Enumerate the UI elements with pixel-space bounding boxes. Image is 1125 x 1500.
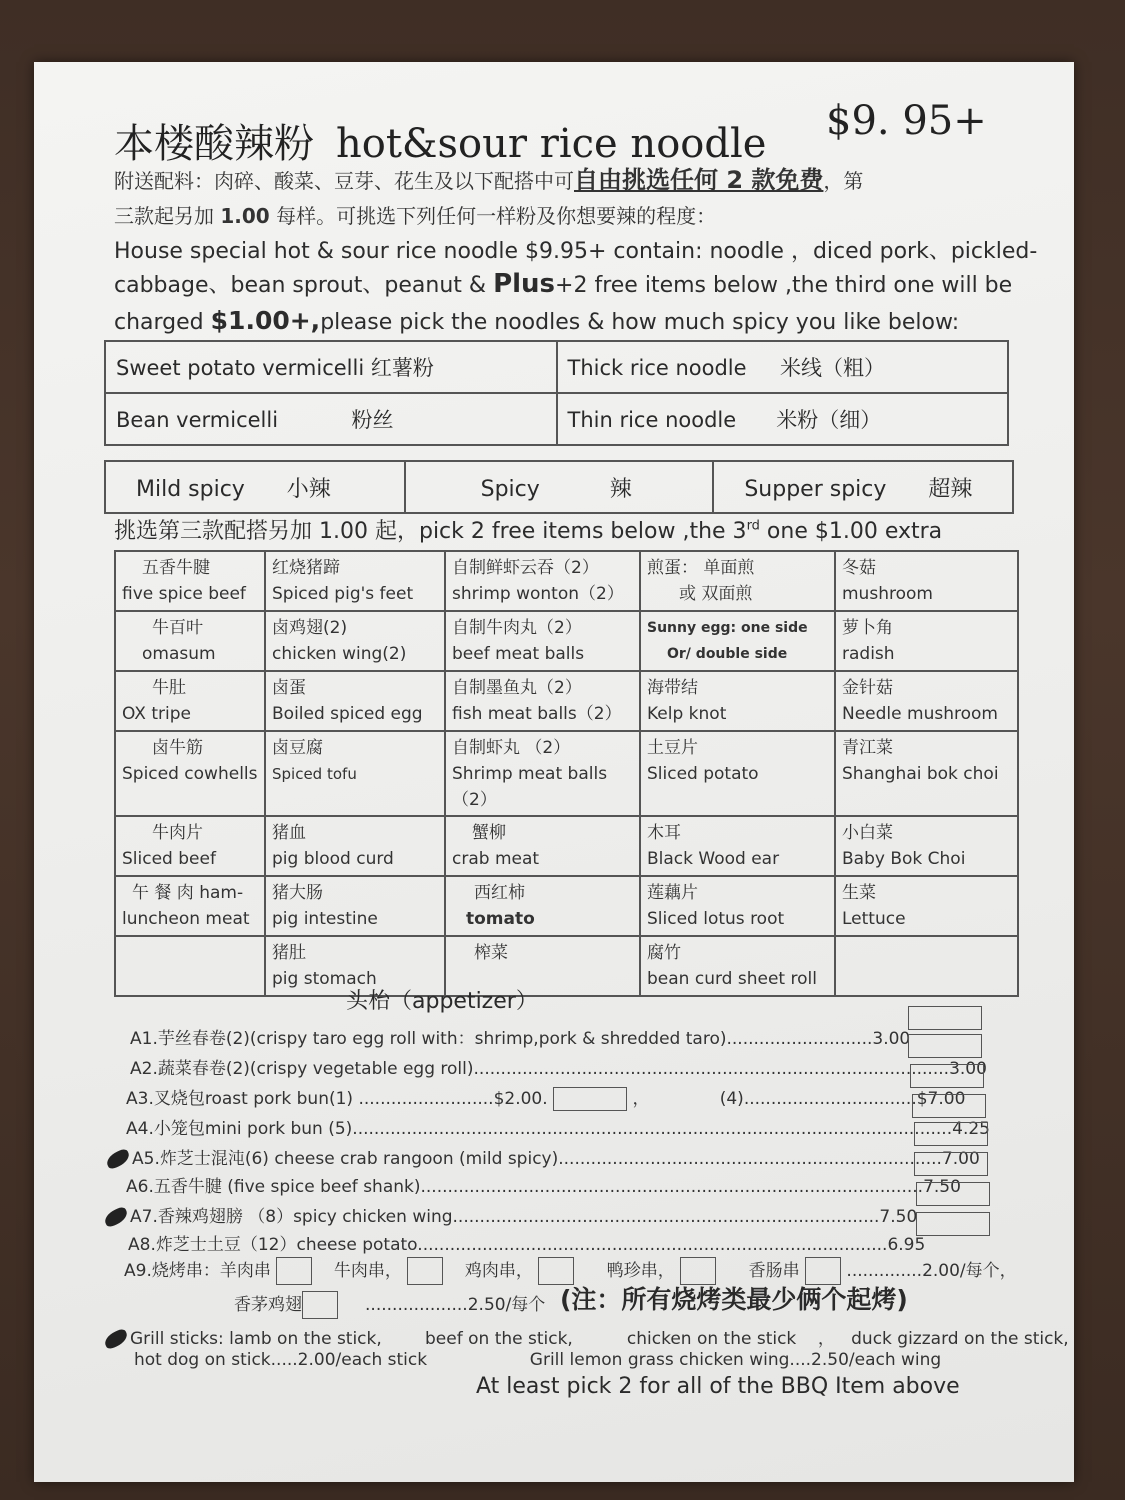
item-en: Spiced tofu <box>272 765 357 783</box>
bbq-chicken: 鸡肉串， <box>464 1261 533 1281</box>
intro-en-line2 <box>114 268 1012 299</box>
item-en: Shrimp meat balls（2） <box>452 764 608 810</box>
pick-line-cn: 挑选第三款配搭另加 1.00 起， <box>114 519 419 544</box>
item-cn: 生菜 <box>842 883 876 903</box>
chili-pepper-icon <box>104 1148 132 1171</box>
noodle-cn: 米粉（细） <box>776 408 882 432</box>
item-cell[interactable] <box>115 671 265 731</box>
item-cell[interactable] <box>445 731 640 816</box>
order-box[interactable] <box>912 1094 986 1118</box>
order-box[interactable] <box>916 1212 990 1236</box>
appetizer-a1 <box>130 1024 910 1049</box>
intro-cn-tail: ，第 <box>823 169 864 193</box>
item-en: Needle mushroom <box>842 704 998 724</box>
pick-line-sup: rd <box>746 518 760 534</box>
order-box[interactable] <box>302 1291 338 1319</box>
spicy-option[interactable] <box>105 461 405 513</box>
item-cell[interactable] <box>835 611 1018 671</box>
appetizer-dots: ............................................................................... <box>452 1207 880 1227</box>
item-cell[interactable] <box>835 671 1018 731</box>
item-en: pig intestine <box>272 909 378 929</box>
intro-cn2-a: 三款起另加 <box>114 204 214 228</box>
order-box[interactable] <box>407 1257 443 1285</box>
appetizer-a3 <box>126 1084 965 1111</box>
item-cn: 卤豆腐 <box>272 738 323 758</box>
item-cn: 午 餐 肉 ham- <box>132 883 244 903</box>
appetizer-a7 <box>104 1202 917 1227</box>
item-cell[interactable] <box>265 671 445 731</box>
title-cn: 本楼酸辣粉 <box>114 121 314 167</box>
intro-plus: Plus <box>493 269 556 299</box>
item-cell[interactable] <box>640 936 835 996</box>
appetizer-price: 3.00 <box>949 1059 987 1079</box>
item-cell[interactable] <box>265 551 445 611</box>
item-cn: 牛肚 <box>152 678 186 698</box>
item-cn: 腐竹 <box>647 943 681 963</box>
table-row <box>115 936 1018 996</box>
appetizer-price: 2.00/每个， <box>922 1261 1017 1281</box>
spicy-en: Spicy <box>480 476 540 502</box>
item-en: Boiled spiced egg <box>272 704 423 724</box>
item-cell[interactable] <box>640 551 835 611</box>
noodle-en: Bean vermicelli <box>116 408 279 432</box>
order-box[interactable] <box>553 1087 627 1111</box>
spicy-option[interactable] <box>713 461 1013 513</box>
appetizer-comma: ， <box>632 1089 650 1109</box>
bbq-gizzard: 鸭珍串， <box>606 1261 675 1281</box>
item-cn: 自制虾丸 （2） <box>452 738 571 758</box>
item-cell[interactable] <box>115 936 265 996</box>
table-row <box>115 816 1018 876</box>
item-cn: 萝卜角 <box>842 618 893 638</box>
item-en: Baby Bok Choi <box>842 849 966 869</box>
item-en: crab meat <box>452 849 540 869</box>
item-cn: 煎蛋： 单面煎 <box>647 558 755 578</box>
item-cn: 自制墨鱼丸（2） <box>452 678 582 698</box>
item-cell[interactable] <box>115 816 265 876</box>
grill-gizzard: duck gizzard on the stick, <box>851 1329 1069 1349</box>
grill-hotdog: hot dog on stick.....2.00/each stick <box>134 1350 428 1370</box>
noodle-option[interactable] <box>557 341 1009 393</box>
appetizer-price: 7.00 <box>941 1149 980 1169</box>
grill-beef: beef on the stick, <box>425 1329 573 1349</box>
appetizer-label: A1.芋丝春卷(2)(crispy taro egg roll with：shrimp,pork & shredded taro) <box>130 1029 727 1049</box>
item-cell[interactable] <box>835 936 1018 996</box>
item-cn: 西红柿 <box>474 883 525 903</box>
order-box[interactable] <box>914 1152 988 1176</box>
item-cell[interactable] <box>445 816 640 876</box>
item-en: pig stomach <box>272 969 377 989</box>
item-en: shrimp wonton（2） <box>452 584 624 604</box>
item-cn: 自制牛肉丸（2） <box>452 618 582 638</box>
item-cell[interactable] <box>445 611 640 671</box>
item-cell[interactable] <box>640 611 835 671</box>
appetizer-label: A3.叉烧包roast pork bun(1) <box>126 1089 354 1109</box>
appetizer-price: 7.50 <box>923 1177 961 1197</box>
item-cell[interactable] <box>835 551 1018 611</box>
title-price: $9. 95+ <box>826 98 987 144</box>
appetizer-price: 7.50 <box>879 1207 918 1227</box>
intro-cn-highlight: 自由挑选任何 2 款免费 <box>574 166 824 194</box>
appetizer-price: $2.00. <box>493 1089 548 1109</box>
item-en: Or/ double side <box>667 646 788 662</box>
table-row <box>115 876 1018 936</box>
item-cn: 青江菜 <box>842 738 893 758</box>
item-cn: 牛肉片 <box>152 823 203 843</box>
item-en: pig blood curd <box>272 849 394 869</box>
intro-extra-charge: $1.00+, <box>210 306 321 335</box>
appetizer-dots: ............................................................................................................... <box>352 1119 953 1139</box>
appetizer-a9-wing <box>234 1290 545 1319</box>
intro-en3-a: charged <box>114 310 204 335</box>
noodle-en: Thick rice noodle <box>567 356 747 380</box>
appetizer-price: 6.95 <box>887 1235 926 1255</box>
appetizer-label: A5.炸芝士混沌(6) cheese crab rangoon (mild spicy) <box>132 1149 559 1169</box>
bbq-note-en: At least pick 2 for all of the BBQ Item above <box>476 1374 960 1399</box>
intro-en-line1: House special hot & sour rice noodle $9.95+ contain: noodle ，diced pork、pickled- <box>114 239 1038 264</box>
item-en: OX tripe <box>122 704 191 724</box>
bbq-lemongrass: 香茅鸡翅 <box>234 1295 302 1315</box>
item-cell[interactable] <box>835 876 1018 936</box>
appetizer-label: A4.小笼包mini pork bun (5) <box>126 1119 353 1139</box>
item-cell[interactable] <box>265 731 445 816</box>
appetizer-heading: 头枱（appetizer） <box>346 989 538 1014</box>
noodle-option[interactable] <box>105 341 557 393</box>
item-cn: 猪肚 <box>272 943 306 963</box>
intro-cn2-price: 1.00 <box>220 204 270 228</box>
item-cell[interactable] <box>445 876 640 936</box>
order-box[interactable] <box>908 1034 982 1058</box>
item-cn: 牛百叶 <box>152 618 203 638</box>
item-cn: 红烧猪蹄 <box>272 558 340 578</box>
noodle-cn: 红薯粉 <box>370 356 434 380</box>
grill-comma: ， <box>817 1329 835 1349</box>
item-en: fish meat balls（2） <box>452 704 622 724</box>
item-cn: 五香牛腱 <box>142 558 210 578</box>
pick-line <box>114 514 942 545</box>
appetizer-dots: ........................... <box>726 1029 873 1049</box>
appetizer-dots: ............................................................................................. <box>420 1177 924 1197</box>
bbq-beef: 牛肉串， <box>333 1261 402 1281</box>
appetizer-label: A8.炸芝士土豆（12）cheese potato <box>128 1235 418 1255</box>
item-en: bean curd sheet roll <box>647 969 817 989</box>
noodle-cn: 米线（粗） <box>779 356 885 380</box>
item-cn: 卤鸡翅(2) <box>272 618 348 638</box>
item-cell[interactable] <box>445 551 640 611</box>
intro-cn-line1 <box>114 160 863 195</box>
appetizer-label: A9.烧烤串：羊肉串 <box>124 1261 271 1281</box>
order-box[interactable] <box>910 1064 984 1088</box>
appetizer-price: $7.00 <box>916 1089 966 1109</box>
appetizer-label: A7.香辣鸡翅膀 （8）spicy chicken wing <box>130 1207 453 1227</box>
spicy-table <box>104 460 1014 514</box>
intro-en2-c: +2 free items below ,the third one will be <box>555 273 1013 298</box>
bbq-note-cn: (注：所有烧烤类最少俩个起烤) <box>560 1285 908 1314</box>
appetizer-label: A2.蔬菜春卷(2)(crispy vegetable egg roll) <box>130 1059 474 1079</box>
grill-lemongrass: Grill lemon grass chicken wing....2.50/each wing <box>529 1350 942 1370</box>
item-cn: 蟹柳 <box>472 823 506 843</box>
intro-en2-a: cabbage、bean sprout、peanut & <box>114 273 487 298</box>
appetizer-dots: ................... <box>365 1295 468 1315</box>
table-row <box>115 731 1018 816</box>
item-en: Black Wood ear <box>647 849 780 869</box>
appetizer-dots: ....................................................................................... <box>417 1235 888 1255</box>
noodle-en: Sweet potato vermicelli <box>116 356 365 380</box>
spicy-cn: 辣 <box>609 476 632 502</box>
spicy-option[interactable] <box>405 461 714 513</box>
item-cell[interactable] <box>265 611 445 671</box>
chili-pepper-icon <box>102 1206 130 1229</box>
item-en: five spice beef <box>122 584 246 604</box>
item-cn: 冬菇 <box>842 558 876 578</box>
title-en: hot&sour rice noodle <box>336 121 767 167</box>
order-box[interactable] <box>908 1006 982 1030</box>
item-en: luncheon meat <box>122 909 250 929</box>
item-cell[interactable] <box>640 671 835 731</box>
menu-sheet <box>34 62 1074 1482</box>
noodle-table <box>104 340 1009 446</box>
appetizer-dots: ................................ <box>743 1089 917 1109</box>
item-cn: 猪大肠 <box>272 883 323 903</box>
grill-line1 <box>104 1324 1069 1349</box>
grill-chicken: chicken on the stick <box>626 1329 797 1349</box>
item-cell[interactable] <box>265 816 445 876</box>
item-en: radish <box>842 644 895 664</box>
item-en: Sliced beef <box>122 849 216 869</box>
item-en: mushroom <box>842 584 933 604</box>
item-en: Kelp knot <box>647 704 727 724</box>
appetizer-a2 <box>130 1054 987 1079</box>
spicy-cn: 超辣 <box>928 476 973 502</box>
item-cell[interactable] <box>115 611 265 671</box>
intro-en-line3 <box>114 306 959 335</box>
item-cell[interactable] <box>265 876 445 936</box>
appetizer-price: 2.50/每个 <box>467 1295 546 1315</box>
item-cn: Sunny egg: one side <box>647 620 808 636</box>
item-en: beef meat balls <box>452 644 585 664</box>
intro-cn-line2 <box>114 200 716 229</box>
appetizer-a6 <box>126 1172 961 1197</box>
item-en: Lettuce <box>842 909 906 929</box>
item-cn: 土豆片 <box>647 738 698 758</box>
item-en: Sliced lotus root <box>647 909 785 929</box>
appetizer-price: 3.00 <box>872 1029 911 1049</box>
appetizer-price: 4.25 <box>952 1119 990 1139</box>
appetizer-a8 <box>128 1230 925 1255</box>
appetizer-a4 <box>126 1114 990 1139</box>
noodle-option[interactable] <box>557 393 1009 445</box>
order-box[interactable] <box>276 1257 312 1285</box>
item-en: Spiced cowhells <box>122 764 258 784</box>
appetizer-dots: ....................................................................... <box>558 1149 942 1169</box>
item-cn: 卤牛筋 <box>152 738 203 758</box>
item-cn: 海带结 <box>647 678 698 698</box>
item-cell[interactable] <box>640 731 835 816</box>
spicy-cn: 小辣 <box>286 476 331 502</box>
noodle-en: Thin rice noodle <box>567 408 737 432</box>
item-en: Spiced pig's feet <box>272 584 414 604</box>
table-row <box>115 611 1018 671</box>
grill-line2 <box>134 1350 941 1370</box>
item-en: Shanghai bok choi <box>842 764 999 784</box>
item-cell[interactable] <box>445 671 640 731</box>
noodle-option[interactable] <box>105 393 557 445</box>
item-cell[interactable] <box>835 816 1018 876</box>
item-en: tomato <box>466 909 535 929</box>
item-cell[interactable] <box>115 731 265 816</box>
intro-cn-text: 附送配料：肉碎、酸菜、豆芽、花生及以下配搭中可 <box>114 169 574 193</box>
item-cn: 莲藕片 <box>647 883 698 903</box>
chili-pepper-icon <box>102 1328 130 1351</box>
appetizer-dots: ........................................................................................ <box>473 1059 950 1079</box>
spicy-en: Supper spicy <box>744 476 887 502</box>
item-cn: 猪血 <box>272 823 306 843</box>
intro-en3-c: please pick the noodles & how much spicy you like below: <box>320 310 960 335</box>
table-row <box>115 671 1018 731</box>
appetizer-dots: .............. <box>846 1261 923 1281</box>
appetizer-qty: (4) <box>719 1089 744 1109</box>
appetizer-a5 <box>106 1144 980 1169</box>
item-cell[interactable] <box>640 876 835 936</box>
item-cell[interactable] <box>115 876 265 936</box>
order-box[interactable] <box>916 1182 990 1206</box>
items-table <box>114 550 1019 997</box>
item-cn: 榨菜 <box>474 943 508 963</box>
item-en: chicken wing(2) <box>272 644 407 664</box>
item-cell[interactable] <box>115 551 265 611</box>
appetizer-dots: ......................... <box>358 1089 494 1109</box>
spicy-en: Mild spicy <box>136 476 245 502</box>
order-box[interactable] <box>914 1122 988 1146</box>
item-en: 或 双面煎 <box>679 584 753 604</box>
item-cell[interactable] <box>835 731 1018 816</box>
item-cn: 木耳 <box>647 823 681 843</box>
noodle-cn: 粉丝 <box>351 408 394 432</box>
item-cn: 自制鲜虾云吞（2） <box>452 558 599 578</box>
item-cn: 小白菜 <box>842 823 893 843</box>
item-cn: 卤蛋 <box>272 678 306 698</box>
pick-line-en: pick 2 free items below ,the 3 <box>418 519 747 544</box>
pick-line-en-tail: one $1.00 extra <box>759 519 943 544</box>
item-en: omasum <box>142 644 216 664</box>
grill-lamb: Grill sticks: lamb on the stick, <box>130 1329 382 1349</box>
appetizer-label: A6.五香牛腱 (five spice beef shank) <box>126 1177 421 1197</box>
intro-cn2-c: 每样。可挑选下列任何一样粉及你想要辣的程度： <box>276 204 717 228</box>
bbq-sausage: 香肠串 <box>748 1261 800 1281</box>
item-cell[interactable] <box>640 816 835 876</box>
table-row <box>115 551 1018 611</box>
item-cn: 金针菇 <box>842 678 893 698</box>
item-en: Sliced potato <box>647 764 759 784</box>
